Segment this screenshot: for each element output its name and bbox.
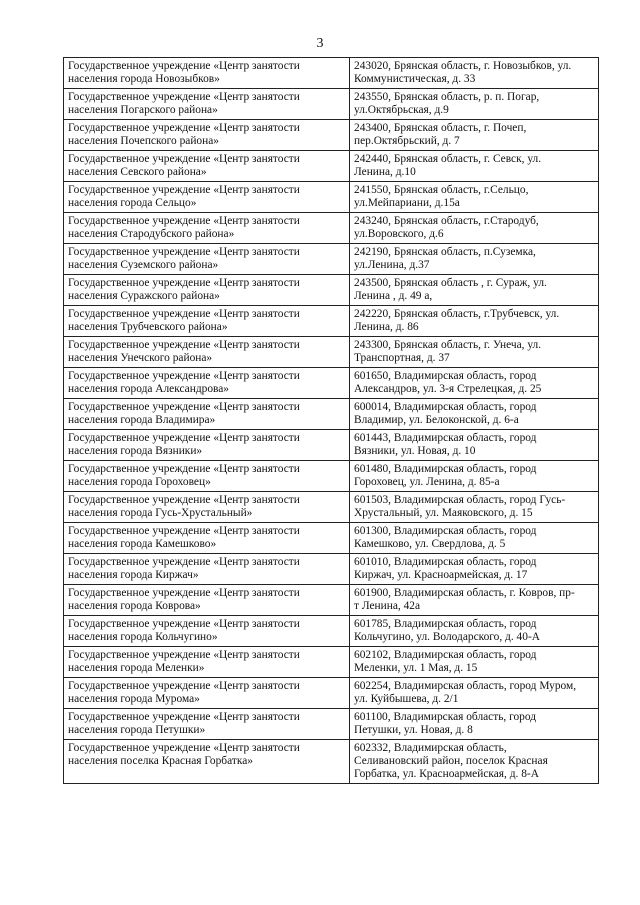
institution-address-cell: 600014, Владимирская область, город Владимир, ул. Белоконской, д. 6-а — [350, 399, 599, 430]
table-row — [64, 58, 599, 89]
institution-name-cell: Государственное учреждение «Центр занятости населения города Меленки» — [64, 647, 350, 678]
institution-name-cell: Государственное учреждение «Центр занятости населения города Владимира» — [64, 399, 350, 430]
institution-name-cell: Государственное учреждение «Центр занятости населения Стародубского района» — [64, 213, 350, 244]
table-row — [64, 585, 599, 616]
table-row — [64, 554, 599, 585]
institution-address-cell: 243300, Брянская область, г. Унеча, ул. Транспортная, д. 37 — [350, 337, 599, 368]
table-row — [64, 430, 599, 461]
institution-address-cell: 601443, Владимирская область, город Вязники, ул. Новая, д. 10 — [350, 430, 599, 461]
institution-name-cell: Государственное учреждение «Центр занятости населения города Гороховец» — [64, 461, 350, 492]
institution-address-cell: 601010, Владимирская область, город Киржач, ул. Красноармейская, д. 17 — [350, 554, 599, 585]
institution-name-cell: Государственное учреждение «Центр занятости населения поселка Красная Горбатка» — [64, 740, 350, 784]
institution-address-cell: 601480, Владимирская область, город Гороховец, ул. Ленина, д. 85-а — [350, 461, 599, 492]
institution-address-cell: 242440, Брянская область, г. Севск, ул. Ленина, д.10 — [350, 151, 599, 182]
institution-name-cell: Государственное учреждение «Центр занятости населения города Александрова» — [64, 368, 350, 399]
institution-address-cell: 243240, Брянская область, г.Стародуб, ул.Воровского, д.6 — [350, 213, 599, 244]
institution-address-cell: 242190, Брянская область, п.Суземка, ул.Ленина, д.37 — [350, 244, 599, 275]
page-number: 3 — [316, 36, 324, 51]
institution-name-cell: Государственное учреждение «Центр занятости населения Суражского района» — [64, 275, 350, 306]
institution-name-cell: Государственное учреждение «Центр занятости населения Почепского района» — [64, 120, 350, 151]
institution-address-cell: 243020, Брянская область, г. Новозыбков, ул. Коммунистическая, д. 33 — [350, 58, 599, 89]
institution-name-cell: Государственное учреждение «Центр занятости населения города Гусь-Хрустальный» — [64, 492, 350, 523]
table-row — [64, 678, 599, 709]
employment-centers-table — [63, 57, 599, 784]
table-row — [64, 492, 599, 523]
institution-name-cell: Государственное учреждение «Центр занятости населения Унечского района» — [64, 337, 350, 368]
table-row — [64, 89, 599, 120]
institution-address-cell: 243400, Брянская область, г. Почеп, пер.Октябрьский, д. 7 — [350, 120, 599, 151]
institution-name-cell: Государственное учреждение «Центр занятости населения города Новозыбков» — [64, 58, 350, 89]
institution-name-cell: Государственное учреждение «Центр занятости населения Погарского района» — [64, 89, 350, 120]
institution-name-cell: Государственное учреждение «Центр занятости населения города Вязники» — [64, 430, 350, 461]
institution-address-cell: 602254, Владимирская область, город Муром, ул. Куйбышева, д. 2/1 — [350, 678, 599, 709]
table-body — [64, 58, 599, 784]
table-row — [64, 399, 599, 430]
table-row — [64, 709, 599, 740]
institution-address-cell: 242220, Брянская область, г.Трубчевск, ул. Ленина, д. 86 — [350, 306, 599, 337]
table-row — [64, 120, 599, 151]
institution-address-cell: 601900, Владимирская область, г. Ковров, пр- т Ленина, 42а — [350, 585, 599, 616]
table-row — [64, 523, 599, 554]
institution-address-cell: 602332, Владимирская область, Селивановский район, поселок Красная Горбатка, ул. Красноармейская, д. 8-А — [350, 740, 599, 784]
institution-address-cell: 601503, Владимирская область, город Гусь- Хрустальный, ул. Маяковского, д. 15 — [350, 492, 599, 523]
institution-name-cell: Государственное учреждение «Центр занятости населения Суземского района» — [64, 244, 350, 275]
table-row — [64, 244, 599, 275]
institution-name-cell: Государственное учреждение «Центр занятости населения города Киржач» — [64, 554, 350, 585]
table-row — [64, 368, 599, 399]
table-row — [64, 306, 599, 337]
institution-name-cell: Государственное учреждение «Центр занятости населения города Коврова» — [64, 585, 350, 616]
institution-name-cell: Государственное учреждение «Центр занятости населения города Мурома» — [64, 678, 350, 709]
table-row — [64, 275, 599, 306]
institution-name-cell: Государственное учреждение «Центр занятости населения города Кольчугино» — [64, 616, 350, 647]
institution-name-cell: Государственное учреждение «Центр занятости населения Севского района» — [64, 151, 350, 182]
institution-address-cell: 602102, Владимирская область, город Меленки, ул. 1 Мая, д. 15 — [350, 647, 599, 678]
table-row — [64, 461, 599, 492]
table-row — [64, 647, 599, 678]
institution-address-cell: 601300, Владимирская область, город Камешково, ул. Свердлова, д. 5 — [350, 523, 599, 554]
institution-address-cell: 243550, Брянская область, р. п. Погар, ул.Октябрьская, д.9 — [350, 89, 599, 120]
table-row — [64, 213, 599, 244]
institution-address-cell: 601650, Владимирская область, город Александров, ул. 3-я Стрелецкая, д. 25 — [350, 368, 599, 399]
table-row — [64, 151, 599, 182]
institution-name-cell: Государственное учреждение «Центр занятости населения города Петушки» — [64, 709, 350, 740]
table-row — [64, 182, 599, 213]
institution-address-cell: 601100, Владимирская область, город Петушки, ул. Новая, д. 8 — [350, 709, 599, 740]
institution-name-cell: Государственное учреждение «Центр занятости населения города Сельцо» — [64, 182, 350, 213]
institution-address-cell: 241550, Брянская область, г.Сельцо, ул.Мейпариани, д.15а — [350, 182, 599, 213]
institution-address-cell: 243500, Брянская область , г. Сураж, ул. Ленина , д. 49 а, — [350, 275, 599, 306]
institution-address-cell: 601785, Владимирская область, город Кольчугино, ул. Володарского, д. 40-А — [350, 616, 599, 647]
table-row — [64, 616, 599, 647]
table-row — [64, 337, 599, 368]
institution-name-cell: Государственное учреждение «Центр занятости населения города Камешково» — [64, 523, 350, 554]
table-row — [64, 740, 599, 784]
institution-name-cell: Государственное учреждение «Центр занятости населения Трубчевского района» — [64, 306, 350, 337]
